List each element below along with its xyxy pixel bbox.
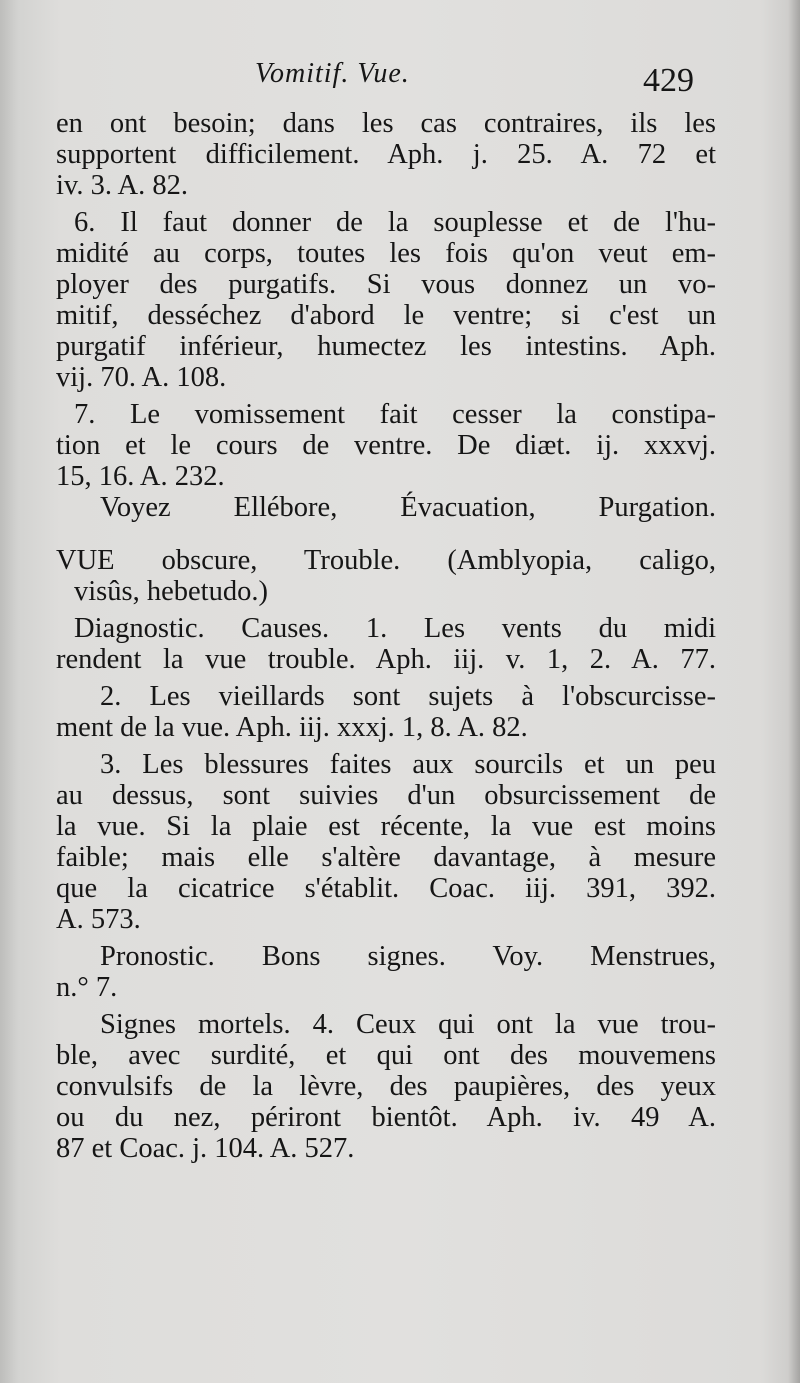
entry-heading-line: VUE obscure, Trouble. (Amblyopia, caligo, <box>56 545 716 576</box>
text-line: au dessus, sont suivies d'un obsurcissement de <box>56 780 716 811</box>
text-line: Signes mortels. 4. Ceux qui ont la vue trou- <box>100 1009 716 1040</box>
text-line: ou du nez, périront bientôt. Aph. iv. 49 A. <box>56 1102 716 1133</box>
text-line: la vue. Si la plaie est récente, la vue est moins <box>56 811 716 842</box>
text-line: que la cicatrice s'établit. Coac. iij. 391, 392. <box>56 873 716 904</box>
page-number: 429 <box>643 62 694 99</box>
text-line: 3. Les blessures faites aux sourcils et un peu <box>100 749 716 780</box>
text-line: en ont besoin; dans les cas contraires, ils les <box>56 108 716 139</box>
text-line: midité au corps, toutes les fois qu'on veut em- <box>56 238 716 269</box>
text-line: ment de la vue. Aph. iij. xxxj. 1, 8. A. 82. <box>56 712 528 743</box>
text-line: vij. 70. A. 108. <box>56 362 227 393</box>
text-line: visûs, hebetudo.) <box>74 576 268 607</box>
text-line: purgatif inférieur, humectez les intestins. Aph. <box>56 331 716 362</box>
text-line: mitif, desséchez d'abord le ventre; si c'est un <box>56 300 716 331</box>
text-line: Pronostic. Bons signes. Voy. Menstrues, <box>100 941 716 972</box>
text-line: ble, avec surdité, et qui ont des mouvemens <box>56 1040 716 1071</box>
page-edge-shadow <box>788 0 800 1383</box>
page-header <box>0 58 800 98</box>
text-line: Diagnostic. Causes. 1. Les vents du midi <box>74 613 716 644</box>
text-line: Voyez Ellébore, Évacuation, Purgation. <box>100 492 716 523</box>
text-line: tion et le cours de ventre. De diæt. ij. xxxvj. <box>56 430 716 461</box>
text-line: A. 573. <box>56 904 141 935</box>
body-text <box>56 108 716 1164</box>
text-line: 7. Le vomissement fait cesser la constipa- <box>74 399 716 430</box>
running-title: Vomitif. Vue. <box>255 58 410 89</box>
text-line: supportent difficilement. Aph. j. 25. A. 72 et <box>56 139 716 170</box>
text-line: 6. Il faut donner de la souplesse et de l'hu- <box>74 207 716 238</box>
text-line: ployer des purgatifs. Si vous donnez un vo- <box>56 269 716 300</box>
text-line: 2. Les vieillards sont sujets à l'obscurcisse- <box>100 681 716 712</box>
text-line: 15, 16. A. 232. <box>56 461 225 492</box>
text-line: n.° 7. <box>56 972 118 1003</box>
text-line: 87 et Coac. j. 104. A. 527. <box>56 1133 355 1164</box>
text-line: faible; mais elle s'altère davantage, à mesure <box>56 842 716 873</box>
text-line: rendent la vue trouble. Aph. iij. v. 1, 2. A. 77. <box>56 644 716 675</box>
text-line: convulsifs de la lèvre, des paupières, des yeux <box>56 1071 716 1102</box>
text-line: iv. 3. A. 82. <box>56 170 188 201</box>
